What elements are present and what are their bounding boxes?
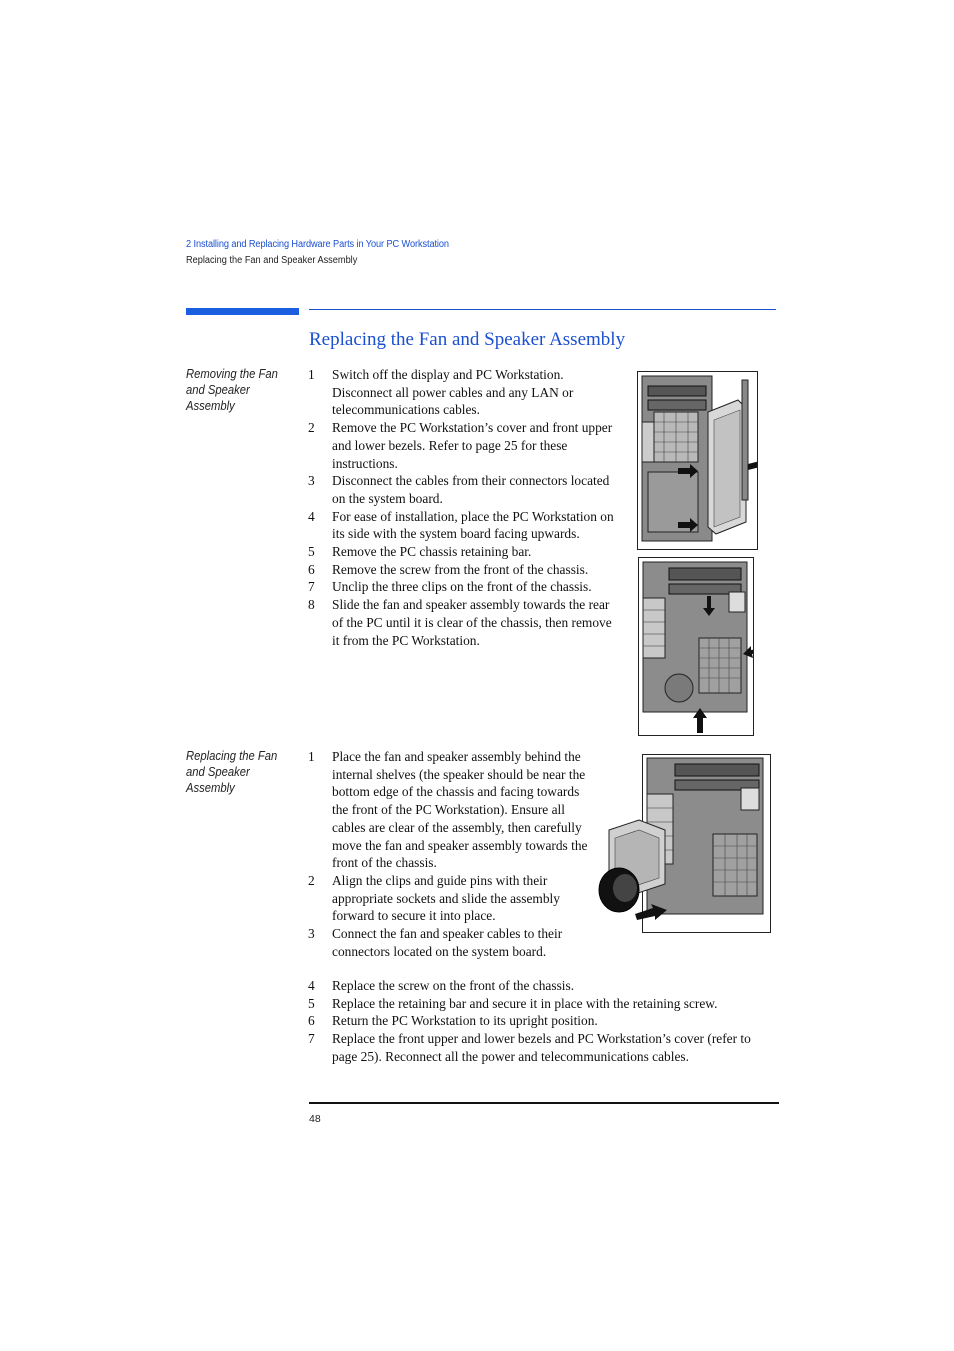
list-item (308, 472, 620, 507)
step-number: 4 (308, 978, 315, 993)
list-item (308, 1030, 778, 1065)
replacing-steps-list-a (308, 748, 588, 960)
step-text: Disconnect the cables from their connectors located on the system board. (332, 473, 610, 506)
section-top-rule (309, 309, 776, 310)
step-number: 3 (308, 926, 315, 942)
step-text: Switch off the display and PC Workstation. Disconnect all power cables and any LAN or telecommunications cables. (332, 367, 574, 418)
step-number: 2 (308, 872, 315, 888)
removing-steps-list (308, 366, 620, 649)
list-item (308, 977, 778, 995)
step-text: Replace the front upper and lower bezels and PC Workstation’s cover (refer to page 25). Reconnect all the power and telecommunications cables. (332, 1031, 751, 1064)
replacing-steps-list-b (308, 977, 778, 1066)
step-text: Return the PC Workstation to its upright position. (332, 1013, 598, 1029)
step-number: 6 (308, 1013, 315, 1029)
running-header-chapter: 2 Installing and Replacing Hardware Parts in Your PC Workstation (186, 239, 449, 250)
step-number: 7 (308, 579, 315, 595)
step-text: For ease of installation, place the PC Workstation on its side with the system board facing upwards. (332, 508, 614, 542)
step-number: 5 (308, 995, 315, 1011)
list-item (308, 748, 588, 872)
step-number: 2 (308, 420, 315, 436)
list-item (308, 543, 620, 561)
step-number: 4 (308, 508, 315, 524)
page-number: 48 (309, 1113, 321, 1125)
running-header-section: Replacing the Fan and Speaker Assembly (186, 255, 358, 266)
figure-bezel-removal (637, 371, 758, 550)
step-text: Slide the fan and speaker assembly towards the rear of the PC until it is clear of the chassis, then remove it from the PC Workstation. (332, 597, 612, 648)
list-item (308, 995, 778, 1013)
step-text: Place the fan and speaker assembly behind the internal shelves (the speaker should be near the bottom edge of the chassis and facing towards the front of the PC Workstation). Ensure all cables are clear of the assembly, then carefully move the fan and speaker assembly towards the front of the chassis. (332, 749, 588, 871)
list-item (308, 561, 620, 579)
list-item (308, 366, 620, 419)
list-item (308, 419, 620, 472)
step-text: Remove the PC chassis retaining bar. (332, 544, 532, 560)
step-text: Replace the retaining bar and secure it in place with the retaining screw. (332, 995, 718, 1011)
list-item (308, 872, 588, 925)
step-number: 8 (308, 597, 315, 613)
list-item (308, 596, 620, 649)
step-text: Unclip the three clips on the front of the chassis. (332, 579, 592, 595)
step-text: Remove the screw from the front of the chassis. (332, 561, 589, 577)
step-number: 1 (308, 749, 315, 764)
page-title: Replacing the Fan and Speaker Assembly (309, 329, 626, 350)
side-label-replacing: Replacing the Fan and Speaker Assembly (186, 749, 278, 795)
step-number: 5 (308, 544, 315, 560)
step-text: Remove the PC Workstation’s cover and front upper and lower bezels. Refer to page 25 for these instructions. (332, 420, 613, 471)
footer-rule (309, 1102, 779, 1104)
step-number: 7 (308, 1031, 315, 1047)
list-item (308, 925, 588, 960)
step-number: 6 (308, 561, 315, 577)
step-text: Align the clips and guide pins with their appropriate sockets and slide the assembly forward to secure it into place. (332, 872, 560, 924)
figure-fan-removal (638, 557, 754, 736)
list-item (308, 1012, 778, 1030)
step-number: 1 (308, 367, 315, 382)
section-accent-bar (186, 308, 299, 315)
side-label-removing: Removing the Fan and Speaker Assembly (186, 367, 278, 413)
step-number: 3 (308, 473, 315, 489)
step-text: Connect the fan and speaker cables to their connectors located on the system board. (332, 926, 563, 959)
list-item (308, 508, 620, 543)
figure-fan-insertion (595, 754, 773, 935)
step-text: Replace the screw on the front of the chassis. (332, 978, 575, 993)
list-item (308, 578, 620, 596)
